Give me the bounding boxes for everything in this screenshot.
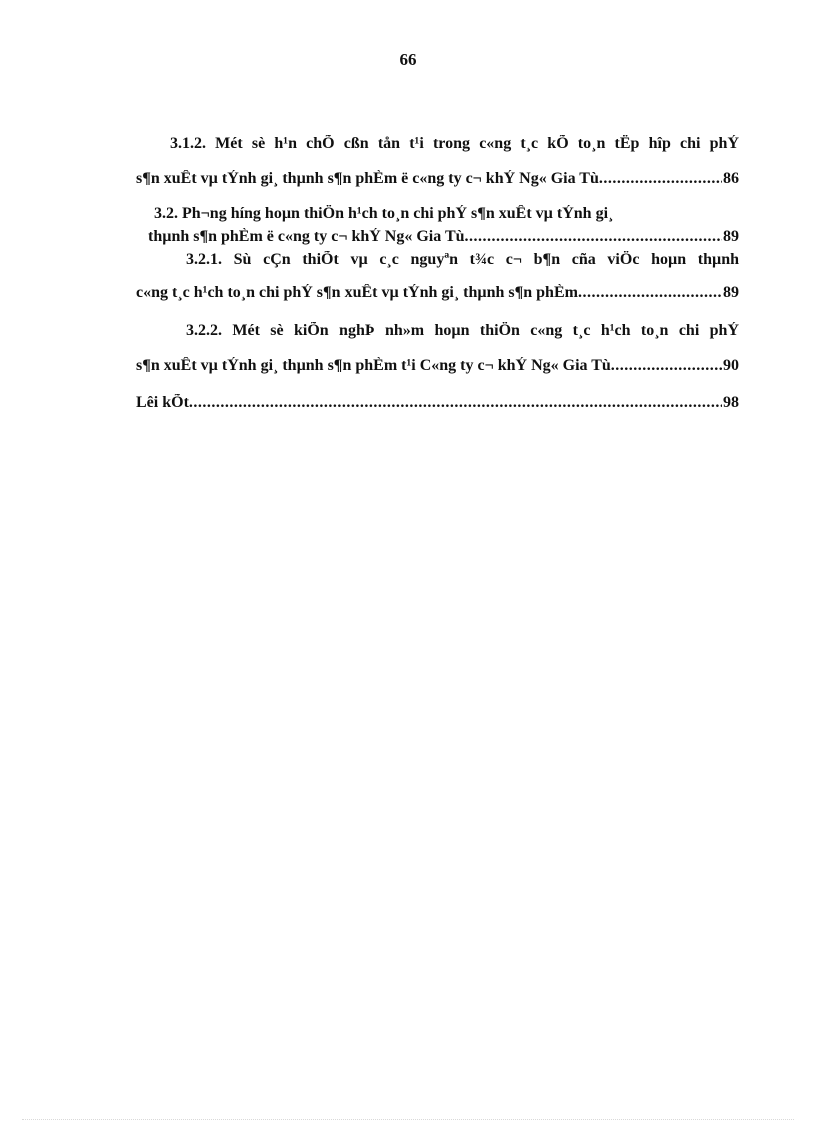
toc-page-number: 89	[723, 228, 739, 245]
toc-entry-title-text: c«ng t¸c h¹ch to¸n chi phÝ s¶n xuÊt vµ tÝnh gi¸ thµnh s¶n phÈm	[136, 284, 578, 301]
toc-entry-title-line-1: 3.2.1. Sù cÇn thiÕt vµ c¸c nguyªn t¾c c¬ b¶n cña viÖc hoµn thµnh	[186, 251, 739, 268]
toc-entry-title-text: thµnh s¶n phÈm ë c«ng ty c¬ khÝ Ng« Gia Tù	[148, 228, 465, 245]
toc-dot-leader	[578, 284, 722, 302]
toc-entry-title-line-2	[136, 170, 739, 188]
toc-entry-title-line-2	[136, 284, 739, 302]
toc-entry-title-line-1	[136, 394, 739, 412]
toc-dot-leader	[465, 228, 722, 246]
toc-entry-title-line-2	[136, 357, 739, 375]
toc-entry-title-text: s¶n xuÊt vµ tÝnh gi¸ thµnh s¶n phÈm ë c«ng ty c¬ khÝ Ng« Gia Tù	[136, 170, 599, 187]
toc-dot-leader	[599, 170, 722, 188]
toc-page-number: 98	[723, 394, 739, 411]
toc-page-number: 90	[723, 357, 739, 374]
toc-entry-title-line-1: 3.2.2. Mét sè kiÕn nghÞ nh»m hoµn thiÖn c«ng t¸c h¹ch to¸n chi phÝ	[186, 322, 739, 339]
toc-entry-title-line-2	[148, 228, 739, 246]
toc-entry-title-line-1: 3.1.2. Mét sè h¹n chÕ cßn tån t¹i trong c«ng t¸c kÕ to¸n tËp hîp chi phÝ	[170, 135, 739, 152]
toc-entry-title-line-1: 3.2. Ph¬ng híng hoµn thiÖn h¹ch to¸n chi phÝ s¶n xuÊt vµ tÝnh gi¸	[154, 205, 614, 222]
toc-page-number: 86	[723, 170, 739, 187]
toc-page-number: 89	[723, 284, 739, 301]
page-number: 66	[399, 50, 417, 69]
page-bottom-rule	[22, 1119, 794, 1120]
toc-dot-leader	[611, 357, 722, 375]
toc-entry-title-text: s¶n xuÊt vµ tÝnh gi¸ thµnh s¶n phÈm t¹i C«ng ty c¬ khÝ Ng« Gia Tù	[136, 357, 611, 374]
toc-entry-title-text: Lêi kÕt	[136, 394, 189, 411]
toc-dot-leader	[189, 394, 722, 412]
